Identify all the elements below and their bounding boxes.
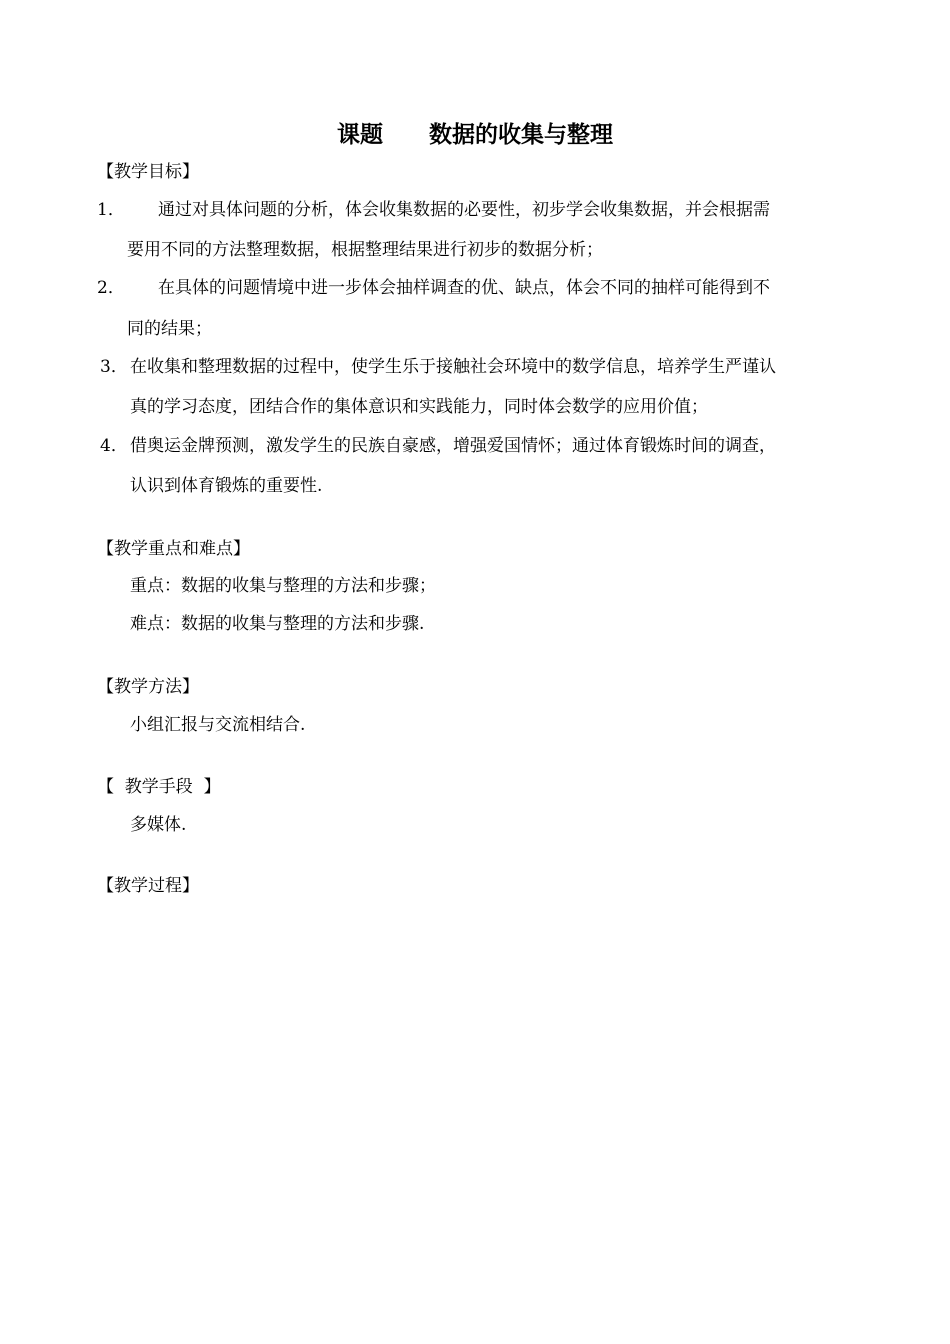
item-line: 要用不同的方法整理数据，根据整理结果进行初步的数据分析； [127, 240, 603, 260]
item-line: 通过对具体问题的分析，体会收集数据的必要性，初步学会收集数据，并会根据需 [158, 200, 770, 220]
method-heading: 【教学方法】 [97, 677, 199, 697]
item-number: 2． [97, 278, 125, 298]
key-points-heading: 【教学重点和难点】 [97, 539, 250, 559]
key-point-focus: 重点：数据的收集与整理的方法和步骤； [130, 576, 436, 596]
process-heading: 【教学过程】 [97, 876, 199, 896]
item-number: 4． [100, 436, 128, 456]
item-line: 真的学习态度，团结合作的集体意识和实践能力，同时体会数学的应用价值； [130, 397, 708, 417]
item-line: 在具体的问题情境中进一步体会抽样调查的优、缺点，体会不同的抽样可能得到不 [158, 278, 770, 298]
means-text: 多媒体. [130, 815, 187, 835]
key-point-difficulty: 难点：数据的收集与整理的方法和步骤. [130, 614, 425, 634]
page-title: 课题 数据的收集与整理 [337, 121, 613, 148]
item-number: 3． [100, 357, 128, 377]
method-text: 小组汇报与交流相结合. [130, 715, 306, 735]
means-heading: 【 教学手段 】 [97, 777, 221, 797]
item-line: 在收集和整理数据的过程中，使学生乐于接触社会环境中的数学信息，培养学生严谨认 [130, 357, 776, 377]
item-line: 认识到体育锻炼的重要性. [130, 476, 323, 496]
item-line: 同的结果； [127, 319, 212, 339]
item-number: 1． [97, 200, 125, 220]
objectives-heading: 【教学目标】 [97, 162, 199, 182]
item-line: 借奥运金牌预测，激发学生的民族自豪感，增强爱国情怀；通过体育锻炼时间的调查， [130, 436, 776, 456]
